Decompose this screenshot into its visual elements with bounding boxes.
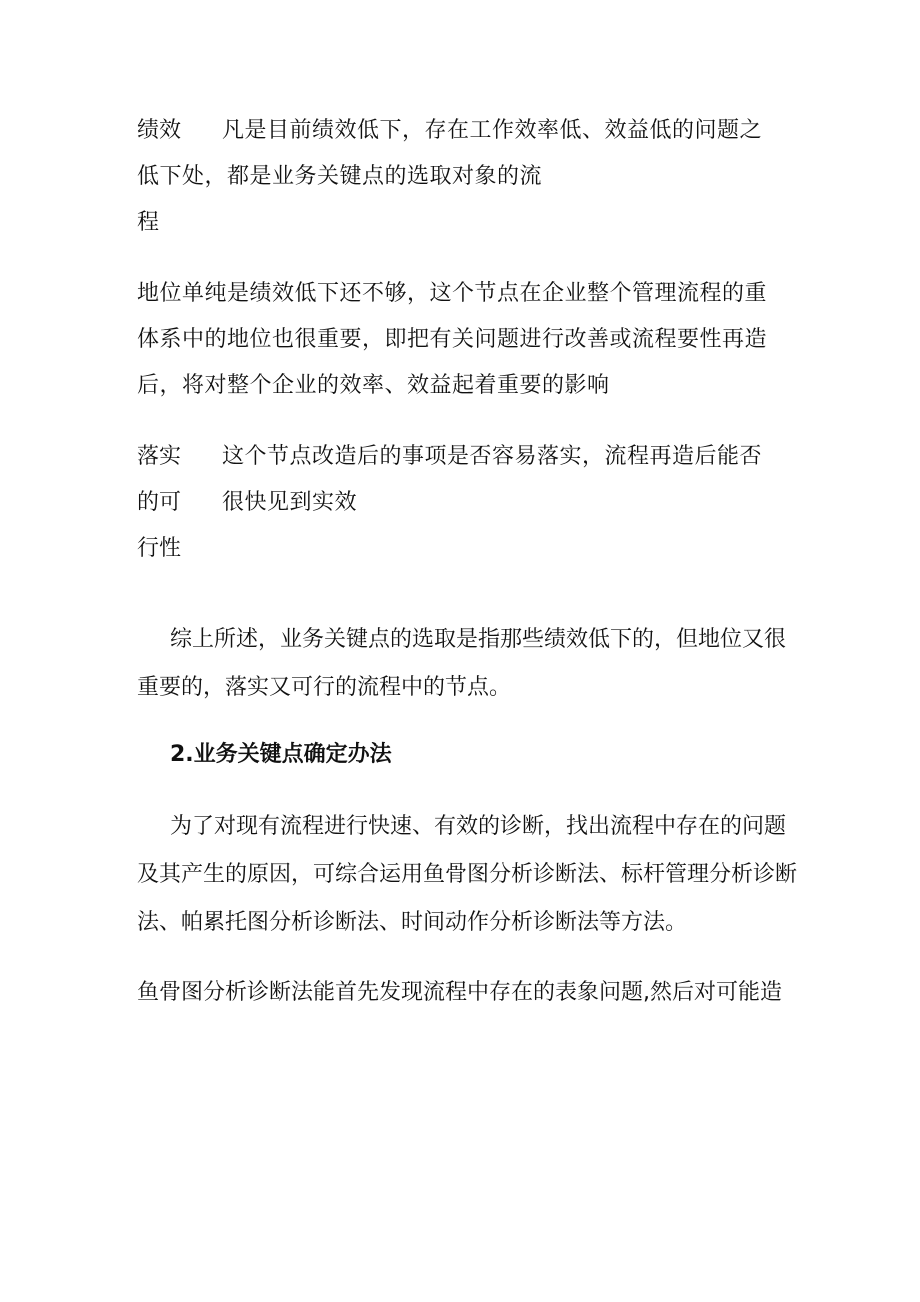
criteria-desc-feasibility-l2: 很快见到实效 bbox=[222, 490, 358, 515]
method-paragraph bbox=[137, 803, 798, 947]
criteria-label-feasibility-l3: 行性 bbox=[137, 536, 182, 561]
criteria-desc-performance-line2: 低下处，都是业务关键点的选取对象的流 bbox=[137, 164, 543, 189]
criteria-row-status bbox=[137, 271, 787, 409]
summary-line2: 重要的，落实又可行的流程中的节点。 bbox=[137, 675, 512, 700]
summary-line1: 综上所述，业务关键点的选取是指那些绩效低下的，但地位又很 bbox=[170, 627, 787, 652]
criteria-desc-performance-line3: 程 bbox=[137, 210, 160, 235]
criteria-desc-feasibility-l1: 这个节点改造后的事项是否容易落实，流程再造后能否 bbox=[222, 444, 763, 469]
criteria-label-performance: 绩效 bbox=[137, 118, 182, 143]
criteria-row-feasibility bbox=[137, 434, 787, 572]
criteria-status-line2: 体系中的地位也很重要，即把有关问题进行改善或流程要性再造 bbox=[137, 327, 768, 352]
criteria-label-feasibility-l2: 的可 bbox=[137, 490, 182, 515]
summary-paragraph bbox=[137, 616, 789, 712]
fishbone-paragraph bbox=[137, 969, 789, 1017]
criteria-status-line3: 后，将对整个企业的效率、效益起着重要的影响 bbox=[137, 373, 610, 398]
criteria-label-feasibility-l1: 落实 bbox=[137, 444, 182, 469]
method-line1: 为了对现有流程进行快速、有效的诊断，找出流程中存在的问题 bbox=[170, 814, 787, 839]
fishbone-line1: 鱼骨图分析诊断法能首先发现流程中存在的表象问题,然后对可能造 bbox=[137, 980, 782, 1005]
section-heading: 2.业务关键点确定办法 bbox=[170, 742, 392, 767]
criteria-desc-performance-line1: 凡是目前绩效低下，存在工作效率低、效益低的问题之 bbox=[222, 118, 763, 143]
criteria-row-performance bbox=[137, 108, 787, 246]
method-line3: 法、帕累托图分析诊断法、时间动作分析诊断法等方法。 bbox=[137, 910, 688, 935]
method-line2: 及其产生的原因，可综合运用鱼骨图分析诊断法、标杆管理分析诊断 bbox=[137, 862, 798, 887]
criteria-status-line1: 地位单纯是绩效低下还不够，这个节点在企业整个管理流程的重 bbox=[137, 281, 768, 306]
